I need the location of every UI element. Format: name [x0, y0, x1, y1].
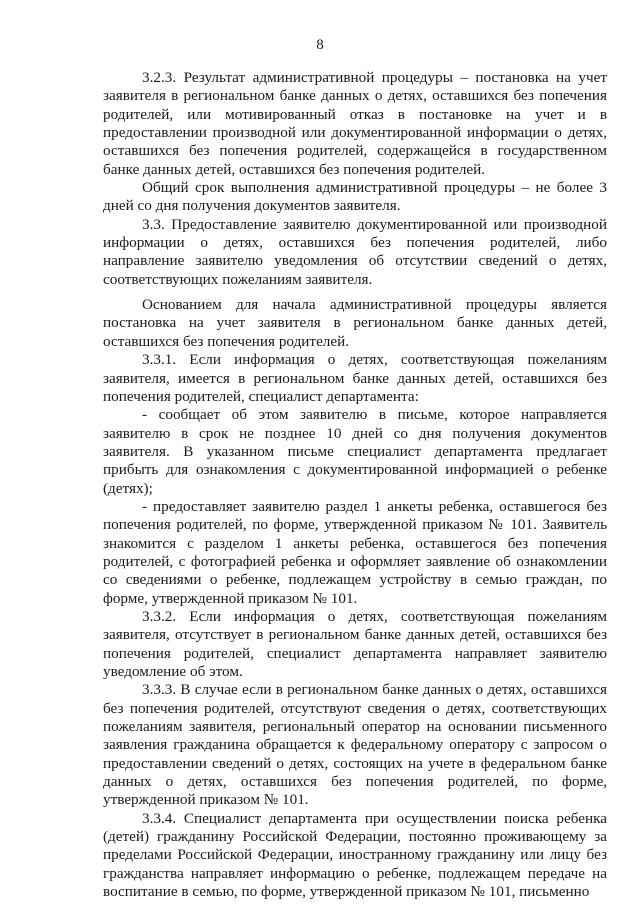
paragraph-letter: - сообщает об этом заявителю в письме, которое направляется заявителю в срок не позднее 10 дней со дня получения документов заявителя. В указанном письме специалист департамента предлагает прибыть для ознакомления с документированной информацией о ребенке (детях); — [103, 406, 607, 497]
paragraph-3-3-3: 3.3.3. В случае если в региональном банке данных о детях, оставшихся без попечения родителей, отсутствуют сведения о детях, соответствующих пожеланиям заявителя, региональный оператор на основании письменного заявления гражданина обращается к федеральному оператору с запросом о предоставлении сведений о детях, состоящих на учете в федеральном банке данных о детях, оставшихся без попечения родителей, по форме, утвержденной приказом № 101. — [103, 681, 607, 809]
paragraph-basis: Основанием для начала административной процедуры является постановка на учет заявителя в региональном банке данных детей, оставшихся без попечения родителей. — [103, 296, 607, 350]
paragraph-3-3-4: 3.3.4. Специалист департамента при осуществлении поиска ребенка (детей) гражданину Российской Федерации, постоянно проживающему за пределами Российской Федерации, иностранному гражданину или лицу без гражданства направляет информацию о ребенке, подлежащем передаче на воспитание в семью, по форме, утвержденной приказом № 101, письменно — [103, 809, 607, 901]
paragraph-3-2-3: 3.2.3. Результат административной процедуры – постановка на учет заявителя в региональном банке данных о детях, оставшихся без попечения родителей, или мотивированный отказ в постановке на учет и в предоставлении производной или документированной информации о детях, оставшихся без попечения родителей, содержащейся в государственном банке данных детей, оставшихся без попечения родителей. — [103, 69, 607, 178]
paragraph-questionnaire: - предоставляет заявителю раздел 1 анкеты ребенка, оставшегося без попечения родителей, по форме, утвержденной приказом № 101. Заявитель знакомится с разделом 1 анкеты ребенка, оставшегося без попечения родителей, с фотографией ребенка и оформляет заявление об ознакомлении со сведениями о ребенке, подлежащем устройству в семью граждан, по форме, утвержденной приказом № 101. — [103, 497, 607, 607]
paragraph-3-3: 3.3. Предоставление заявителю документированной или производной информации о детях, оставшихся без попечения родителей, либо направление заявителю уведомления об отсутствии сведений о детях, соответствующих пожеланиям заявителя. — [103, 215, 607, 288]
paragraph-total-term: Общий срок выполнения административной процедуры – не более 3 дней со дня получения документов заявителя. — [103, 179, 607, 215]
document-body — [103, 69, 607, 901]
paragraph-3-3-2: 3.3.2. Если информация о детях, соответствующая пожеланиям заявителя, отсутствует в региональном банке данных детей, оставшихся без попечения родителей, специалист департамента направляет заявителю уведомление об этом. — [103, 607, 607, 680]
page-number: 8 — [316, 37, 324, 53]
paragraph-3-3-1: 3.3.1. Если информация о детях, соответствующая пожеланиям заявителя, имеется в региональном банке данных детей, оставшихся без попечения родителей, специалист департамента: — [103, 351, 607, 405]
